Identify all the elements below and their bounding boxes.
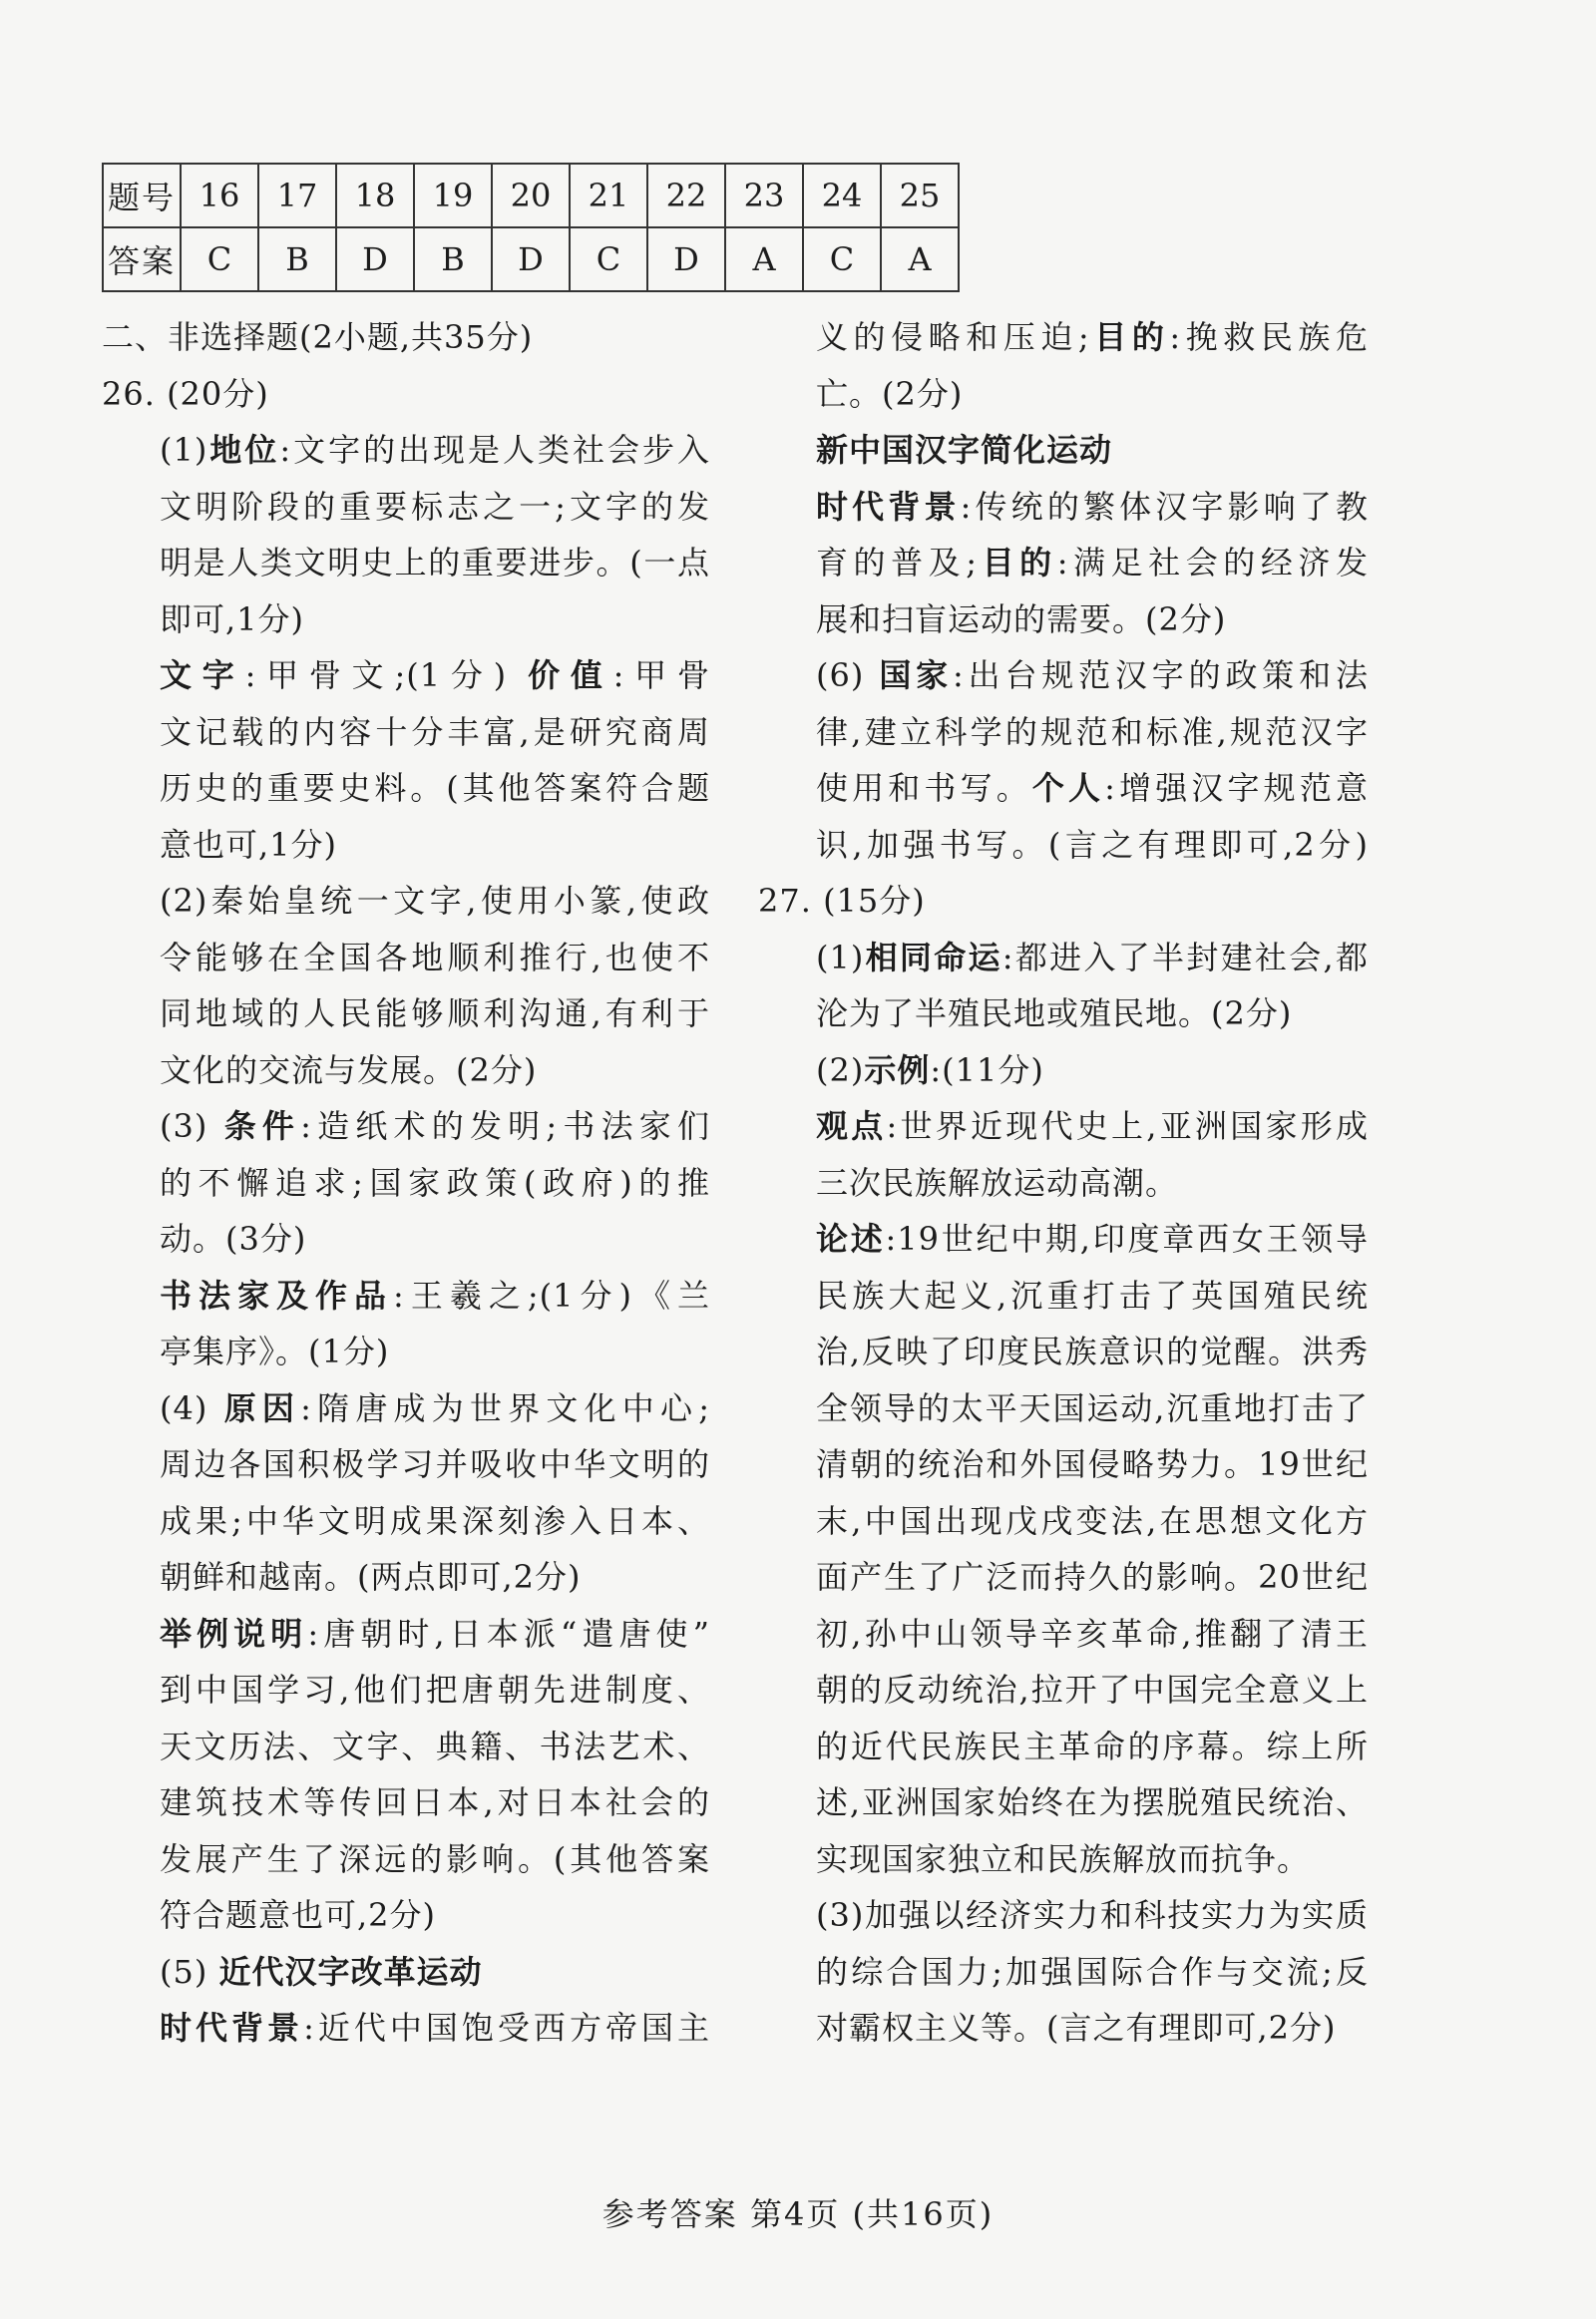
text-line [758,422,1369,479]
text-segment: 育的普及; [816,544,979,581]
text-segment: 符合题意也可,2分) [160,1896,437,1934]
right-column [758,309,1369,2057]
text-line [758,647,1369,704]
text-line [102,1211,710,1268]
text-segment: :增强汉字规范意 [1104,769,1369,807]
text-segment: 明是人类文明史上的重要进步。(一点 [160,544,710,581]
text-line [758,1268,1369,1325]
text-line [758,1549,1369,1606]
text-segment: 意也可,1分) [160,825,338,864]
text-segment: 的近代民族民主革命的序幕。综上所 [816,1727,1369,1765]
choice-answer-table [102,163,960,292]
text-segment: :甲骨 [612,656,710,694]
keyword-label: 近代汉字改革运动 [218,1952,483,1991]
text-line [102,647,710,704]
text-segment: :王羲之;(1分)《兰 [393,1276,710,1315]
text-line [102,1831,710,1888]
text-segment: 发展产生了深远的影响。(其他答案 [160,1839,710,1878]
text-segment: 周边各国积极学习并吸收中华文明的 [160,1445,710,1483]
text-line [758,1493,1369,1550]
question-number: 19 [414,164,492,227]
text-segment: 义的侵略和压迫; [816,318,1090,356]
text-line [102,704,710,761]
text-line [758,1380,1369,1437]
text-line [758,1042,1369,1099]
text-line [758,1887,1369,1944]
text-line [102,1606,710,1663]
text-line [758,1944,1369,2001]
question-number-row [103,164,959,227]
text-segment: 文记载的内容十分丰富,是研究商周 [160,712,710,751]
text-segment: 全领导的太平天国运动,沉重地打击了 [816,1388,1369,1427]
question-number: 22 [647,164,725,227]
text-line [102,366,710,423]
keyword-label: 原因 [223,1388,301,1427]
text-segment: 建筑技术等传回日本,对日本社会的 [160,1783,710,1821]
text-line [102,1155,710,1212]
keyword-label: 观点 [816,1107,887,1145]
answer-cell: B [414,227,492,291]
text-segment: :唐朝时,日本派“遣唐使” [307,1614,710,1653]
text-line [758,1098,1369,1155]
keyword-label: 相同命运 [864,938,1002,976]
keyword-label: 个人 [1031,769,1105,807]
text-line [102,930,710,986]
keyword-label: 时代背景 [816,487,961,526]
text-line [102,1493,710,1550]
text-segment: 二、非选择题(2小题,共35分) [102,318,534,356]
keyword-label: 示例 [864,1050,931,1089]
keyword-label: 价值 [528,656,613,694]
text-segment: 沦为了半殖民地或殖民地。(2分) [816,994,1293,1032]
keyword-label: 地位 [207,431,280,469]
answer-row [103,227,959,291]
question-number: 17 [258,164,336,227]
text-segment: (2) [816,1050,865,1089]
text-segment: 律,建立科学的规范和标准,规范汉字 [816,712,1369,751]
text-segment: (1) [816,938,865,976]
text-line [102,591,710,648]
keyword-label: 国家 [879,656,954,694]
text-segment: 亭集序》。(1分) [160,1333,390,1370]
text-segment: 的综合国力;加强国际合作与交流;反 [816,1952,1369,1991]
text-line [758,1155,1369,1212]
text-segment: (4) [160,1388,224,1427]
text-line [102,1324,710,1380]
text-line [102,1098,710,1155]
text-segment: 清朝的统治和外国侵略势力。19世纪 [816,1445,1369,1483]
text-segment: 文化的交流与发展。(2分) [160,1050,538,1089]
text-segment: 朝鲜和越南。(两点即可,2分) [160,1558,582,1596]
text-segment: 对霸权主义等。(言之有理即可,2分) [816,2009,1337,2047]
text-segment: 三次民族解放运动高潮。 [816,1163,1179,1202]
text-line [102,2000,710,2057]
keyword-label: 举例说明 [160,1614,308,1653]
text-line [758,873,1369,930]
text-segment: 述,亚洲国家始终在为摆脱殖民统治、 [816,1783,1369,1821]
text-segment: :(11分) [930,1050,1044,1089]
text-line [102,535,710,591]
row-label: 答案 [103,227,181,291]
question-number: 25 [881,164,959,227]
text-segment: :挽救民族危 [1169,318,1369,356]
text-line [102,1719,710,1775]
text-segment: 使用和书写。 [816,769,1032,807]
keyword-label: 时代背景 [160,2009,304,2047]
text-line [102,985,710,1042]
text-line [758,1324,1369,1380]
text-line [102,1268,710,1325]
text-segment: 即可,1分) [160,599,305,638]
text-segment: 同地域的人民能够顺利沟通,有利于 [160,994,710,1032]
text-line [102,760,710,817]
answer-cell: A [725,227,803,291]
text-segment: :世界近现代史上,亚洲国家形成 [886,1107,1369,1145]
text-segment: :19世纪中期,印度章西女王领导 [885,1220,1369,1258]
text-segment: 天文历法、文字、典籍、书法艺术、 [160,1727,710,1765]
text-segment: :出台规范汉字的政策和法 [953,656,1369,694]
text-segment: :都进入了半封建社会,都 [1001,938,1369,976]
text-segment: 动。(3分) [160,1220,307,1258]
text-segment: 的不懈追求;国家政策(政府)的推 [160,1163,710,1202]
text-line [758,985,1369,1042]
text-segment: (1) [160,431,208,469]
text-line [758,1606,1369,1663]
text-segment: 成果;中华文明成果深刻渗入日本、 [160,1501,710,1540]
text-line [102,1436,710,1493]
text-line [102,873,710,930]
text-line [758,479,1369,536]
text-line [102,817,710,874]
answer-cell: A [881,227,959,291]
text-segment: 初,孙中山领导辛亥革命,推翻了清王 [816,1614,1369,1653]
text-segment: :文字的出现是人类社会步入 [279,431,710,469]
text-line [758,309,1369,366]
text-line [102,1944,710,2001]
text-line [758,1211,1369,1268]
text-line [758,1662,1369,1719]
text-segment: 朝的反动统治,拉开了中国完全意义上 [816,1671,1369,1709]
text-line [102,1774,710,1831]
text-segment: 实现国家独立和民族解放而抗争。 [816,1839,1311,1878]
text-line [102,1887,710,1944]
text-line [758,1831,1369,1888]
text-line [102,1549,710,1606]
text-line [758,1719,1369,1775]
question-number: 16 [181,164,258,227]
text-segment: :隋唐成为世界文化中心; [300,1388,710,1427]
text-segment: 末,中国出现戊戌变法,在思想文化方 [816,1501,1369,1540]
keyword-label: 目的 [1089,318,1170,356]
keyword-label: 目的 [978,544,1057,581]
text-line [758,591,1369,648]
text-line [102,422,710,479]
answer-cell: D [647,227,725,291]
question-number: 18 [336,164,414,227]
text-segment: 令能够在全国各地顺利推行,也使不 [160,938,710,976]
keyword-label: 书法家及作品 [160,1276,394,1315]
keyword-label: 新中国汉字简化运动 [816,431,1113,469]
question-number: 20 [492,164,570,227]
text-line [758,760,1369,817]
keyword-label: 文字 [160,656,245,694]
text-line [758,366,1369,423]
text-segment: 26. (20分) [102,374,269,413]
text-line [758,1436,1369,1493]
text-segment: (3)加强以经济实力和科技实力为实质 [816,1896,1369,1934]
text-line [758,930,1369,986]
text-segment: 27. (15分) [758,882,926,920]
text-segment: :甲骨文;(1分) [244,656,529,694]
row-label: 题号 [103,164,181,227]
answer-cell: D [492,227,570,291]
keyword-label: 论述 [816,1220,886,1258]
question-number: 21 [570,164,647,227]
question-number: 24 [803,164,881,227]
text-segment: :造纸术的发明;书法家们 [300,1107,710,1145]
text-segment: :传统的繁体汉字影响了教 [960,487,1369,526]
answer-cell: C [803,227,881,291]
text-line [102,479,710,536]
text-line [758,1774,1369,1831]
text-line [102,1662,710,1719]
text-segment: :满足社会的经济发 [1056,544,1369,581]
answer-cell: D [336,227,414,291]
text-segment: 展和扫盲运动的需要。(2分) [816,599,1227,638]
text-segment: (3) [160,1107,224,1145]
text-segment: 治,反映了印度民族意识的觉醒。洪秀 [816,1333,1369,1370]
text-segment: (2)秦始皇统一文字,使用小篆,使政 [160,882,710,920]
text-line [102,1042,710,1099]
text-segment: (6) [816,656,880,694]
text-line [758,535,1369,591]
text-segment: (5) [160,1952,219,1991]
text-line [758,2000,1369,2057]
page-footer: 参考答案 第4页 (共16页) [601,2195,995,2233]
text-segment: 亡。(2分) [816,374,964,413]
text-line [758,817,1369,874]
text-segment: 历史的重要史料。(其他答案符合题 [160,769,710,807]
question-number: 23 [725,164,803,227]
answer-cell: C [181,227,258,291]
answer-cell: C [570,227,647,291]
text-line [758,704,1369,761]
text-line [102,1380,710,1437]
left-column [102,309,710,2057]
text-segment: 识,加强书写。(言之有理即可,2分) [816,825,1369,864]
text-segment: 面产生了广泛而持久的影响。20世纪 [816,1558,1369,1596]
text-segment: 民族大起义,沉重打击了英国殖民统 [816,1276,1369,1315]
text-segment: :近代中国饱受西方帝国主 [303,2009,710,2047]
text-line [102,309,710,366]
answer-cell: B [258,227,336,291]
text-segment: 文明阶段的重要标志之一;文字的发 [160,487,710,526]
text-segment: 到中国学习,他们把唐朝先进制度、 [160,1671,710,1709]
keyword-label: 条件 [223,1107,301,1145]
